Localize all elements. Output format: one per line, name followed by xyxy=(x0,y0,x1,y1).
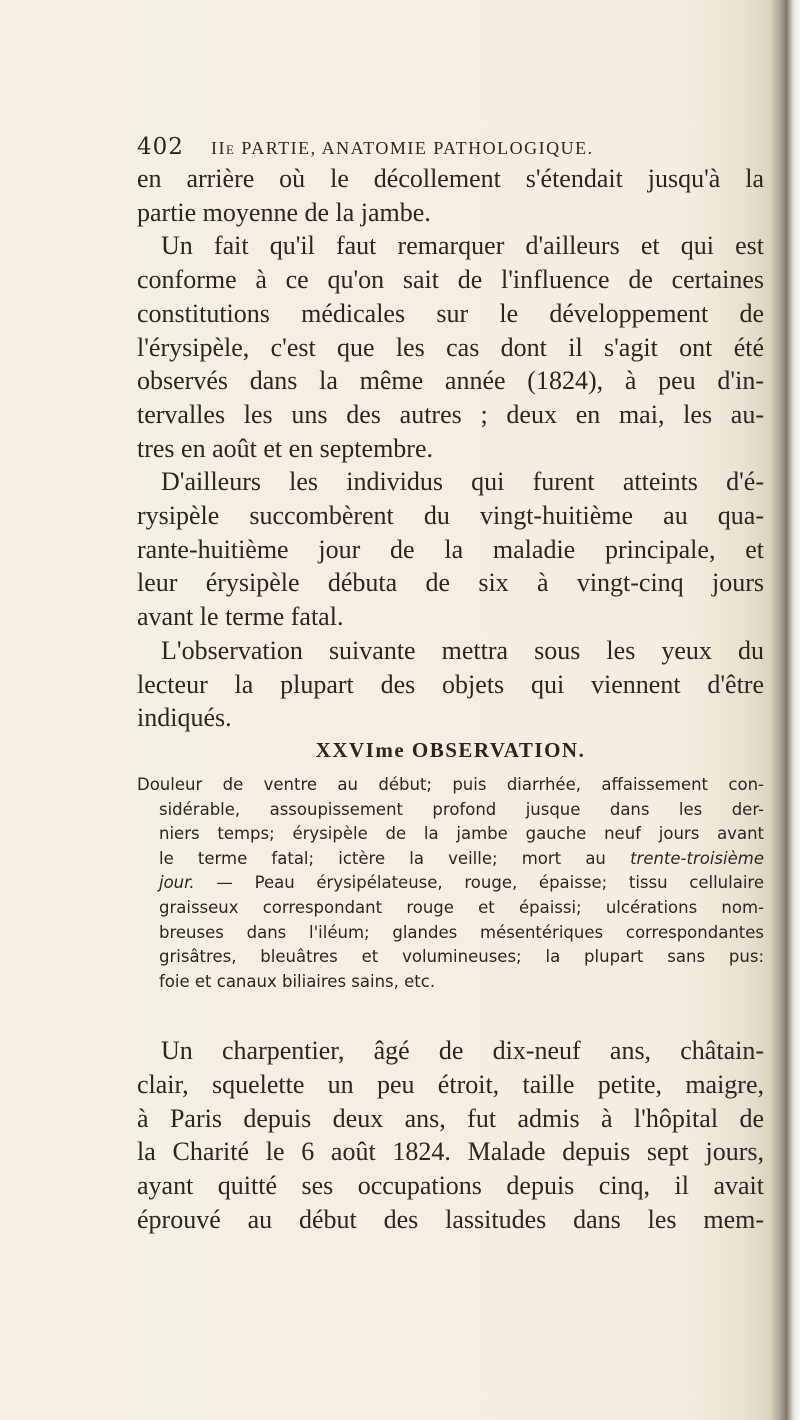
summary-text: — Peau érysipélateuse, rouge, épaisse; tissu cellulaire xyxy=(194,873,764,893)
summary-text: le terme fatal; ictère la veille; mort au xyxy=(159,848,631,868)
summary-line: grisâtres, bleuâtres et volumineuses; la plupart sans pus: xyxy=(159,947,764,967)
summary-line: Douleur de ventre au début; puis diarrhée, affaissement con- xyxy=(137,775,764,794)
summary-line: niers temps; érysipèle de la jambe gauche neuf jours avant xyxy=(159,824,764,844)
summary-line: sidérable, assoupissement profond jusque dans les der- xyxy=(159,799,764,819)
text-line: en arrière où le décollement s'étendait jusqu'à la xyxy=(137,164,764,193)
text-line: à Paris depuis deux ans, fut admis à l'hôpital de xyxy=(137,1103,764,1133)
body-text xyxy=(137,162,764,735)
text-line: leur érysipèle débuta de six à vingt-cinq jours xyxy=(137,568,764,598)
text-line: observés dans la même année (1824), à peu d'in- xyxy=(137,366,764,396)
text-line: rysipèle succombèrent du vingt-huitième au qua- xyxy=(137,501,764,531)
text-line: la Charité le 6 août 1824. Malade depuis sept jours, xyxy=(137,1137,764,1167)
text-line: L'observation suivante mettra sous les yeux du xyxy=(161,635,764,665)
text-line: ayant quitté ses occupations depuis cinq, il avait xyxy=(137,1171,764,1201)
text-line: indiqués. xyxy=(137,703,232,733)
summary-line xyxy=(137,871,764,896)
summary-line: graisseux correspondant rouge et épaissi; ulcérations nom- xyxy=(159,897,764,917)
summary-line: breuses dans l'iléum; glandes mésentériques correspondantes xyxy=(159,922,764,942)
running-header xyxy=(137,134,594,160)
text-line: avant le terme fatal. xyxy=(137,602,344,632)
text-line: rante-huitième jour de la maladie principale, et xyxy=(137,534,764,564)
text-line: lecteur la plupart des objets qui viennent d'être xyxy=(137,669,764,699)
running-title: IIe PARTIE, ANATOMIE PATHOLOGIQUE. xyxy=(210,138,594,158)
text-line: tervalles les uns des autres ; deux en mai, les au- xyxy=(137,399,764,429)
page-edge-shadow xyxy=(770,0,800,1420)
case-text xyxy=(137,1034,764,1237)
text-line: tres en août et en septembre. xyxy=(137,433,433,463)
summary-line xyxy=(137,847,764,872)
page-number: 402 xyxy=(137,134,184,160)
observation-summary xyxy=(137,773,764,994)
text-line: partie moyenne de la jambe. xyxy=(137,197,431,227)
text-line: conforme à ce qu'on sait de l'influence de certaines xyxy=(137,265,764,295)
text-line: l'érysipèle, c'est que les cas dont il s'agit ont été xyxy=(137,332,764,362)
summary-italic: jour. xyxy=(159,873,195,893)
text-line: D'ailleurs les individus qui furent atteints d'é- xyxy=(161,467,764,497)
text-line: constitutions médicales sur le développement de xyxy=(137,298,764,328)
summary-italic: trente-troisième xyxy=(630,848,764,868)
observation-title: XXVIme OBSERVATION. xyxy=(315,738,586,762)
text-line: clair, squelette un peu étroit, taille petite, maigre, xyxy=(137,1069,764,1099)
summary-line: foie et canaux biliaires sains, etc. xyxy=(159,971,436,991)
text-line: éprouvé au début des lassitudes dans les mem- xyxy=(137,1204,764,1234)
text-line: Un charpentier, âgé de dix-neuf ans, châtain- xyxy=(161,1036,764,1065)
text-line: Un fait qu'il faut remarquer d'ailleurs et qui est xyxy=(161,231,764,261)
